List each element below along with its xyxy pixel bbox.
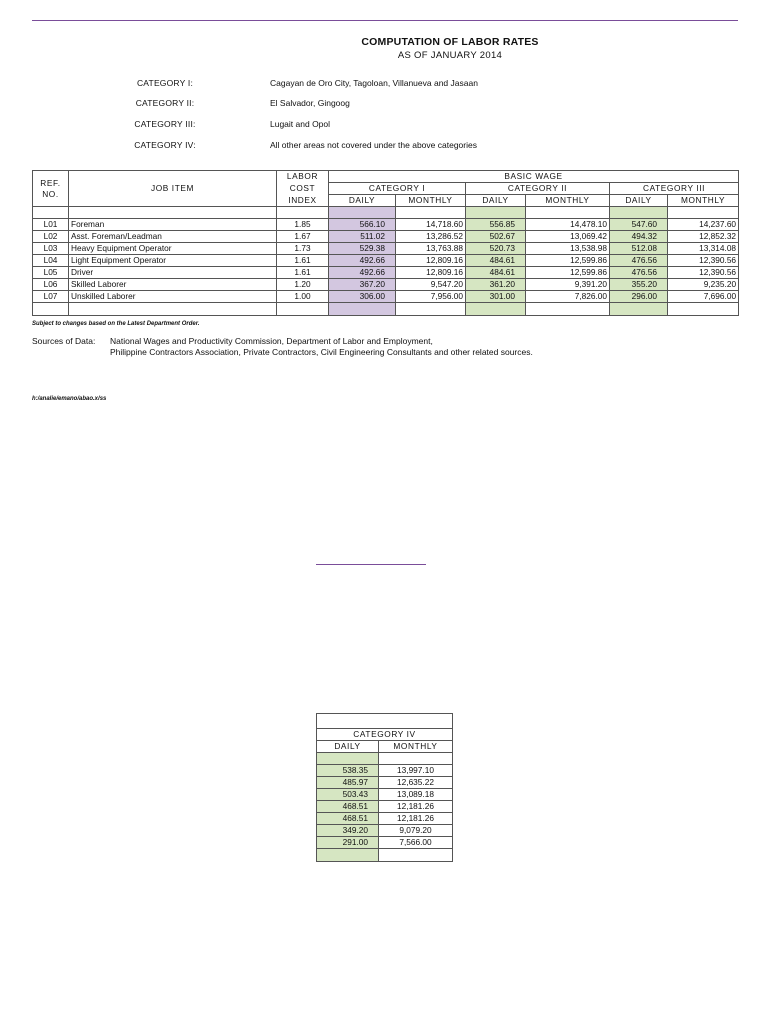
category-1-areas: Cagayan de Oro City, Tagoloan, Villanueva and Jasaan: [270, 78, 478, 88]
table-row: [33, 291, 739, 303]
table-row: [317, 777, 453, 789]
job-item-cell: Asst. Foreman/Leadman: [69, 231, 277, 243]
ref-no-cell: L06: [33, 279, 69, 291]
cat1-monthly-cell: 13,763.88: [396, 243, 466, 255]
cat4-monthly-cell: 13,089.18: [379, 789, 453, 801]
cat3-daily-header: DAILY: [610, 195, 668, 207]
cat1-monthly-header: MONTHLY: [396, 195, 466, 207]
page-title: COMPUTATION OF LABOR RATES: [361, 36, 539, 48]
category-3-label: CATEGORY III:: [134, 119, 196, 129]
ref-no-cell: L05: [33, 267, 69, 279]
category-3-areas: Lugait and Opol: [270, 119, 331, 129]
table-row: [33, 279, 739, 291]
table-row: [33, 243, 739, 255]
page-subtitle: AS OF JANUARY 2014: [397, 50, 503, 61]
job-item-cell: Driver: [69, 267, 277, 279]
cat3-monthly-cell: 9,235.20: [668, 279, 739, 291]
cat1-monthly-cell: 9,547.20: [396, 279, 466, 291]
table-row: [317, 789, 453, 801]
category-2-label: CATEGORY II:: [135, 98, 195, 108]
cat4-monthly-cell: 12,181.26: [379, 813, 453, 825]
cat2-monthly-cell: 14,478.10: [526, 219, 610, 231]
footnote: Subject to changes based on the Latest Department Order.: [32, 321, 200, 327]
cat3-daily-cell: 494.32: [610, 231, 668, 243]
cat4-monthly-cell: 9,079.20: [379, 825, 453, 837]
cat4-daily-cell: 468.51: [317, 813, 379, 825]
cat1-monthly-cell: 12,809.16: [396, 255, 466, 267]
job-item-cell: Unskilled Laborer: [69, 291, 277, 303]
category-1-header: CATEGORY I: [329, 183, 466, 195]
cat3-daily-cell: 296.00: [610, 291, 668, 303]
cat2-daily-cell: 502.67: [466, 231, 526, 243]
table-row: [317, 837, 453, 849]
table-row: [33, 255, 739, 267]
cat3-monthly-header: MONTHLY: [668, 195, 739, 207]
category-4-table: [316, 713, 453, 862]
cat3-monthly-cell: 13,314.08: [668, 243, 739, 255]
table-row: [317, 801, 453, 813]
job-item-cell: Heavy Equipment Operator: [69, 243, 277, 255]
cat3-monthly-cell: 7,696.00: [668, 291, 739, 303]
cat2-daily-cell: 484.61: [466, 267, 526, 279]
cat3-monthly-cell: 12,852.32: [668, 231, 739, 243]
ref-no-cell: L07: [33, 291, 69, 303]
cat2-monthly-cell: 12,599.86: [526, 267, 610, 279]
labor-cost-index-cell: 1.20: [277, 279, 329, 291]
labor-cost-index-header-1: LABOR: [277, 171, 329, 183]
cat3-daily-cell: 547.60: [610, 219, 668, 231]
table-row: [317, 765, 453, 777]
cat4-daily-cell: 291.00: [317, 837, 379, 849]
cat4-monthly-cell: 13,997.10: [379, 765, 453, 777]
cat2-monthly-cell: 13,069.42: [526, 231, 610, 243]
basic-wage-header: BASIC WAGE: [329, 171, 739, 183]
job-item-header: JOB ITEM: [69, 171, 277, 207]
cat4-monthly-header: MONTHLY: [379, 741, 453, 753]
cat3-daily-cell: 512.08: [610, 243, 668, 255]
spacer-row: [33, 207, 739, 219]
cat4-blank-row: [317, 849, 453, 862]
cat4-daily-cell: 503.43: [317, 789, 379, 801]
cat4-monthly-cell: 7,566.00: [379, 837, 453, 849]
job-item-cell: Light Equipment Operator: [69, 255, 277, 267]
ref-no-cell: L04: [33, 255, 69, 267]
cat1-daily-cell: 492.66: [329, 267, 396, 279]
ref-no-cell: L03: [33, 243, 69, 255]
cat3-monthly-cell: 14,237.60: [668, 219, 739, 231]
cat1-monthly-cell: 13,286.52: [396, 231, 466, 243]
category-1-label: CATEGORY I:: [136, 78, 194, 88]
ref-no-cell: L02: [33, 231, 69, 243]
cat1-daily-cell: 529.38: [329, 243, 396, 255]
cat4-daily-cell: 349.20: [317, 825, 379, 837]
cat1-daily-cell: 492.66: [329, 255, 396, 267]
labor-cost-index-cell: 1.67: [277, 231, 329, 243]
table-row: [33, 267, 739, 279]
category-4-header: CATEGORY IV: [317, 729, 453, 741]
ref-no-cell: L01: [33, 219, 69, 231]
labor-cost-index-cell: 1.61: [277, 267, 329, 279]
cat2-monthly-header: MONTHLY: [526, 195, 610, 207]
cat1-monthly-cell: 14,718.60: [396, 219, 466, 231]
category-3-header: CATEGORY III: [610, 183, 739, 195]
category-4-label: CATEGORY IV:: [134, 140, 196, 150]
cat3-daily-cell: 476.56: [610, 267, 668, 279]
cat3-daily-cell: 476.56: [610, 255, 668, 267]
file-path: h:/analie/emano/abao.x/ss: [32, 396, 107, 402]
cat1-daily-cell: 367.20: [329, 279, 396, 291]
ref-no-header: REF. NO.: [33, 171, 69, 207]
cat4-monthly-cell: 12,635.22: [379, 777, 453, 789]
job-item-cell: Skilled Laborer: [69, 279, 277, 291]
labor-cost-index-cell: 1.61: [277, 255, 329, 267]
table-row: [317, 825, 453, 837]
sources-label: Sources of Data:: [32, 336, 96, 346]
category-2-areas: El Salvador, Gingoog: [270, 98, 350, 108]
job-item-cell: Foreman: [69, 219, 277, 231]
cat2-daily-header: DAILY: [466, 195, 526, 207]
labor-cost-index-cell: 1.85: [277, 219, 329, 231]
cat2-daily-cell: 484.61: [466, 255, 526, 267]
table-row: [317, 813, 453, 825]
cat4-daily-cell: 468.51: [317, 801, 379, 813]
table-row: [33, 219, 739, 231]
cat3-daily-cell: 355.20: [610, 279, 668, 291]
sources-line-2: Philippine Contractors Association, Private Contractors, Civil Engineering Consultants and other related sources.: [110, 347, 533, 357]
cat2-daily-cell: 361.20: [466, 279, 526, 291]
blank-row: [33, 303, 739, 316]
cat1-monthly-cell: 7,956.00: [396, 291, 466, 303]
cat1-daily-cell: 566.10: [329, 219, 396, 231]
cat1-monthly-cell: 12,809.16: [396, 267, 466, 279]
cat4-daily-cell: 485.97: [317, 777, 379, 789]
cat2-daily-cell: 301.00: [466, 291, 526, 303]
labor-rates-table: [32, 170, 739, 316]
cat3-monthly-cell: 12,390.56: [668, 267, 739, 279]
middle-divider: [316, 564, 426, 565]
cat4-spacer-row: [317, 753, 453, 765]
category-2-header: CATEGORY II: [466, 183, 610, 195]
top-divider: [32, 20, 738, 21]
sources-line-1: National Wages and Productivity Commission, Department of Labor and Employment,: [110, 336, 433, 346]
cat1-daily-cell: 511.02: [329, 231, 396, 243]
cat4-daily-cell: 538.35: [317, 765, 379, 777]
cat2-monthly-cell: 12,599.86: [526, 255, 610, 267]
category-4-areas: All other areas not covered under the above categories: [270, 140, 477, 150]
cat2-monthly-cell: 7,826.00: [526, 291, 610, 303]
labor-cost-index-cell: 1.00: [277, 291, 329, 303]
cat4-daily-header: DAILY: [317, 741, 379, 753]
cat4-blank-top: [317, 714, 453, 729]
labor-cost-index-cell: 1.73: [277, 243, 329, 255]
cat3-monthly-cell: 12,390.56: [668, 255, 739, 267]
labor-cost-index-header-2: COST: [277, 183, 329, 195]
cat2-monthly-cell: 13,538.98: [526, 243, 610, 255]
labor-cost-index-header-3: INDEX: [277, 195, 329, 207]
cat1-daily-cell: 306.00: [329, 291, 396, 303]
cat2-daily-cell: 556.85: [466, 219, 526, 231]
cat2-daily-cell: 520.73: [466, 243, 526, 255]
cat1-daily-header: DAILY: [329, 195, 396, 207]
cat4-monthly-cell: 12,181.26: [379, 801, 453, 813]
table-row: [33, 231, 739, 243]
cat2-monthly-cell: 9,391.20: [526, 279, 610, 291]
